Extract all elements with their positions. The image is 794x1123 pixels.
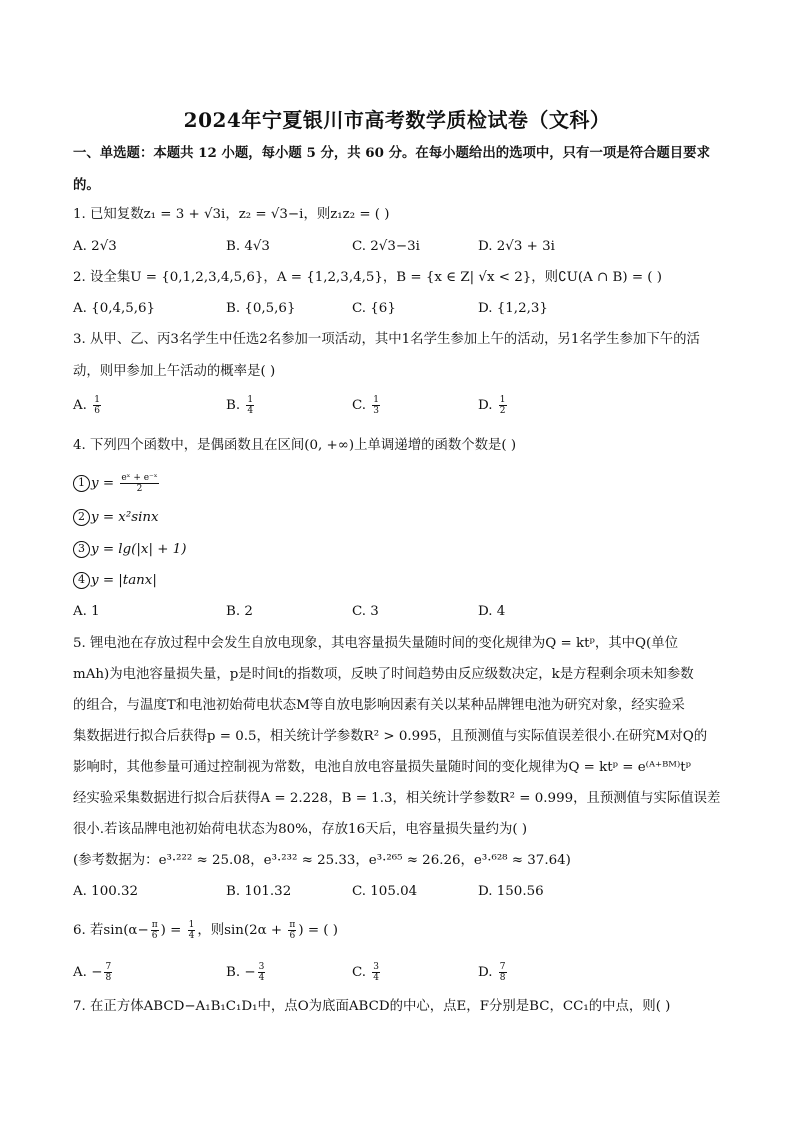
q6-option-a: A. − $\frac{7}{8}$ bbox=[73, 962, 112, 983]
q4-function-1: 1 y = $\frac{\text{eˣ + e⁻ˣ}}{2}$ bbox=[73, 473, 161, 494]
q3-option-c: C. $\frac{1}{3}$ bbox=[352, 395, 380, 416]
q4-function-3: 3 y = lg(|x| + 1) bbox=[73, 541, 186, 559]
q4-stem: 4. 下列四个函数中，是偶函数且在区间(0, +∞)上单调递增的函数个数是( ) bbox=[73, 438, 517, 453]
q6-stem: 6. 若sin(α− $\frac{\pi}{6}$ ) = $\frac{1}{4}$ ，则sin(2α + $\frac{\pi}{6}$ ) = ( ) bbox=[73, 920, 339, 941]
q5-reference-data: (参考数据为：e³·²²² ≈ 25.08，e³·²³² ≈ 25.33，e³·²⁶⁵ ≈ 26.26，e³·⁶²⁸ ≈ 37.64) bbox=[73, 853, 571, 868]
fraction: $\frac{3}{4}$ bbox=[373, 962, 380, 983]
q5-stem-line7: 很小.若该品牌电池初始荷电状态为80%，存放16天后，电容量损失量约为( ) bbox=[73, 822, 528, 837]
q5-stem-line2: mAh)为电池容量损失量，p是时间t的指数项，反映了时间趋势由反应级数决定，k是方程剩余项未知参数 bbox=[73, 667, 694, 682]
circled-number-4: 4 bbox=[73, 572, 90, 589]
page-title: 2024年宁夏银川市高考数学质检试卷（文科） bbox=[183, 108, 611, 132]
fraction: $\frac{7}{8}$ bbox=[105, 962, 112, 983]
fraction: $\frac{1}{4}$ bbox=[188, 920, 195, 941]
q4-option-c: C. 3 bbox=[352, 604, 379, 619]
q4-option-b: B. 2 bbox=[226, 604, 253, 619]
q4-function-2: 2 y = x²sinx bbox=[73, 509, 159, 527]
q3-stem-line2: 动，则甲参加上午活动的概率是( ) bbox=[73, 364, 276, 379]
circled-number-1: 1 bbox=[73, 475, 90, 492]
q6-option-d: D. $\frac{7}{8}$ bbox=[478, 962, 506, 983]
q1-option-a: A. 2√3 bbox=[73, 239, 117, 254]
q3-option-d: D. $\frac{1}{2}$ bbox=[478, 395, 506, 416]
fraction: $\frac{3}{4}$ bbox=[258, 962, 265, 983]
q3-stem-line1: 3. 从甲、乙、丙3名学生中任选2名参加一项活动，其中1名学生参加上午的活动，另1名学生参加下午的活 bbox=[73, 332, 700, 347]
q5-option-c: C. 105.04 bbox=[352, 884, 418, 899]
section-instructions-line2: 的。 bbox=[73, 177, 100, 193]
q2-stem: 2. 设全集U = {0,1,2,3,4,5,6}，A = {1,2,3,4,5}，B = {x ∈ Z| √x < 2}，则∁U(A ∩ B) = ( ) bbox=[73, 270, 662, 285]
fraction: $\frac{\pi}{6}$ bbox=[289, 920, 296, 941]
fraction: $\frac{1}{2}$ bbox=[499, 395, 506, 416]
q1-option-c: C. 2√3−3i bbox=[352, 239, 420, 254]
q6-option-c: C. $\frac{3}{4}$ bbox=[352, 962, 380, 983]
section-instructions-line1: 一、单选题：本题共 12 小题，每小题 5 分，共 60 分。在每小题给出的选项中，只有一项是符合题目要求 bbox=[73, 145, 710, 161]
q1-stem: 1. 已知复数z₁ = 3 + √3i，z₂ = √3−i，则z₁z₂ = ( ) bbox=[73, 207, 390, 222]
q2-option-d: D. {1,2,3} bbox=[478, 301, 548, 316]
circled-number-3: 3 bbox=[73, 541, 90, 558]
q6-option-b: B. − $\frac{3}{4}$ bbox=[226, 962, 265, 983]
q4-option-a: A. 1 bbox=[73, 604, 100, 619]
q5-stem-line3: 的组合，与温度T和电池初始荷电状态M等自放电影响因素有关以某种品牌锂电池为研究对象，经实验采 bbox=[73, 698, 685, 713]
q1-option-d: D. 2√3 + 3i bbox=[478, 239, 555, 254]
q5-stem-line6: 经实验采集数据进行拟合后获得A = 2.228，B = 1.3，相关统计学参数R² = 0.999，且预测值与实际值误差 bbox=[73, 791, 721, 806]
q4-option-d: D. 4 bbox=[478, 604, 506, 619]
fraction: $\frac{1}{3}$ bbox=[373, 395, 380, 416]
fraction: $\frac{1}{6}$ bbox=[94, 395, 100, 416]
q3-option-a: A. $\frac{1}{6}$ bbox=[73, 395, 100, 416]
q5-stem-line1: 5. 锂电池在存放过程中会发生自放电现象，其电容量损失量随时间的变化规律为Q = ktᵖ，其中Q(单位 bbox=[73, 636, 679, 651]
q2-option-c: C. {6} bbox=[352, 301, 396, 316]
q5-option-a: A. 100.32 bbox=[73, 884, 139, 899]
q5-option-b: B. 101.32 bbox=[226, 884, 292, 899]
q5-option-d: D. 150.56 bbox=[478, 884, 544, 899]
fraction: $\frac{\pi}{6}$ bbox=[151, 920, 158, 941]
q2-option-b: B. {0,5,6} bbox=[226, 301, 296, 316]
fraction: $\frac{1}{4}$ bbox=[247, 395, 254, 416]
q2-option-a: A. {0,4,5,6} bbox=[73, 301, 156, 316]
q4-function-4: 4 y = |tanx| bbox=[73, 572, 157, 590]
fraction: $\frac{7}{8}$ bbox=[499, 962, 506, 983]
q5-stem-line4: 集数据进行拟合后获得p = 0.5，相关统计学参数R² > 0.995，且预测值与实际值误差很小.在研究M对Q的 bbox=[73, 729, 708, 744]
fraction: $\frac{\text{eˣ + e⁻ˣ}}{2}$ bbox=[121, 473, 158, 494]
q5-stem-line5: 影响时，其他参量可通过控制视为常数，电池自放电容量损失量随时间的变化规律为Q = ktᵖ = e⁽ᴬ⁺ᴮᴹ⁾tᵖ bbox=[73, 760, 691, 775]
q3-option-b: B. $\frac{1}{4}$ bbox=[226, 395, 254, 416]
circled-number-2: 2 bbox=[73, 509, 90, 526]
q1-option-b: B. 4√3 bbox=[226, 239, 270, 254]
q7-stem: 7. 在正方体ABCD−A₁B₁C₁D₁中，点O为底面ABCD的中心，点E，F分别是BC，CC₁的中点，则( ) bbox=[73, 999, 671, 1014]
